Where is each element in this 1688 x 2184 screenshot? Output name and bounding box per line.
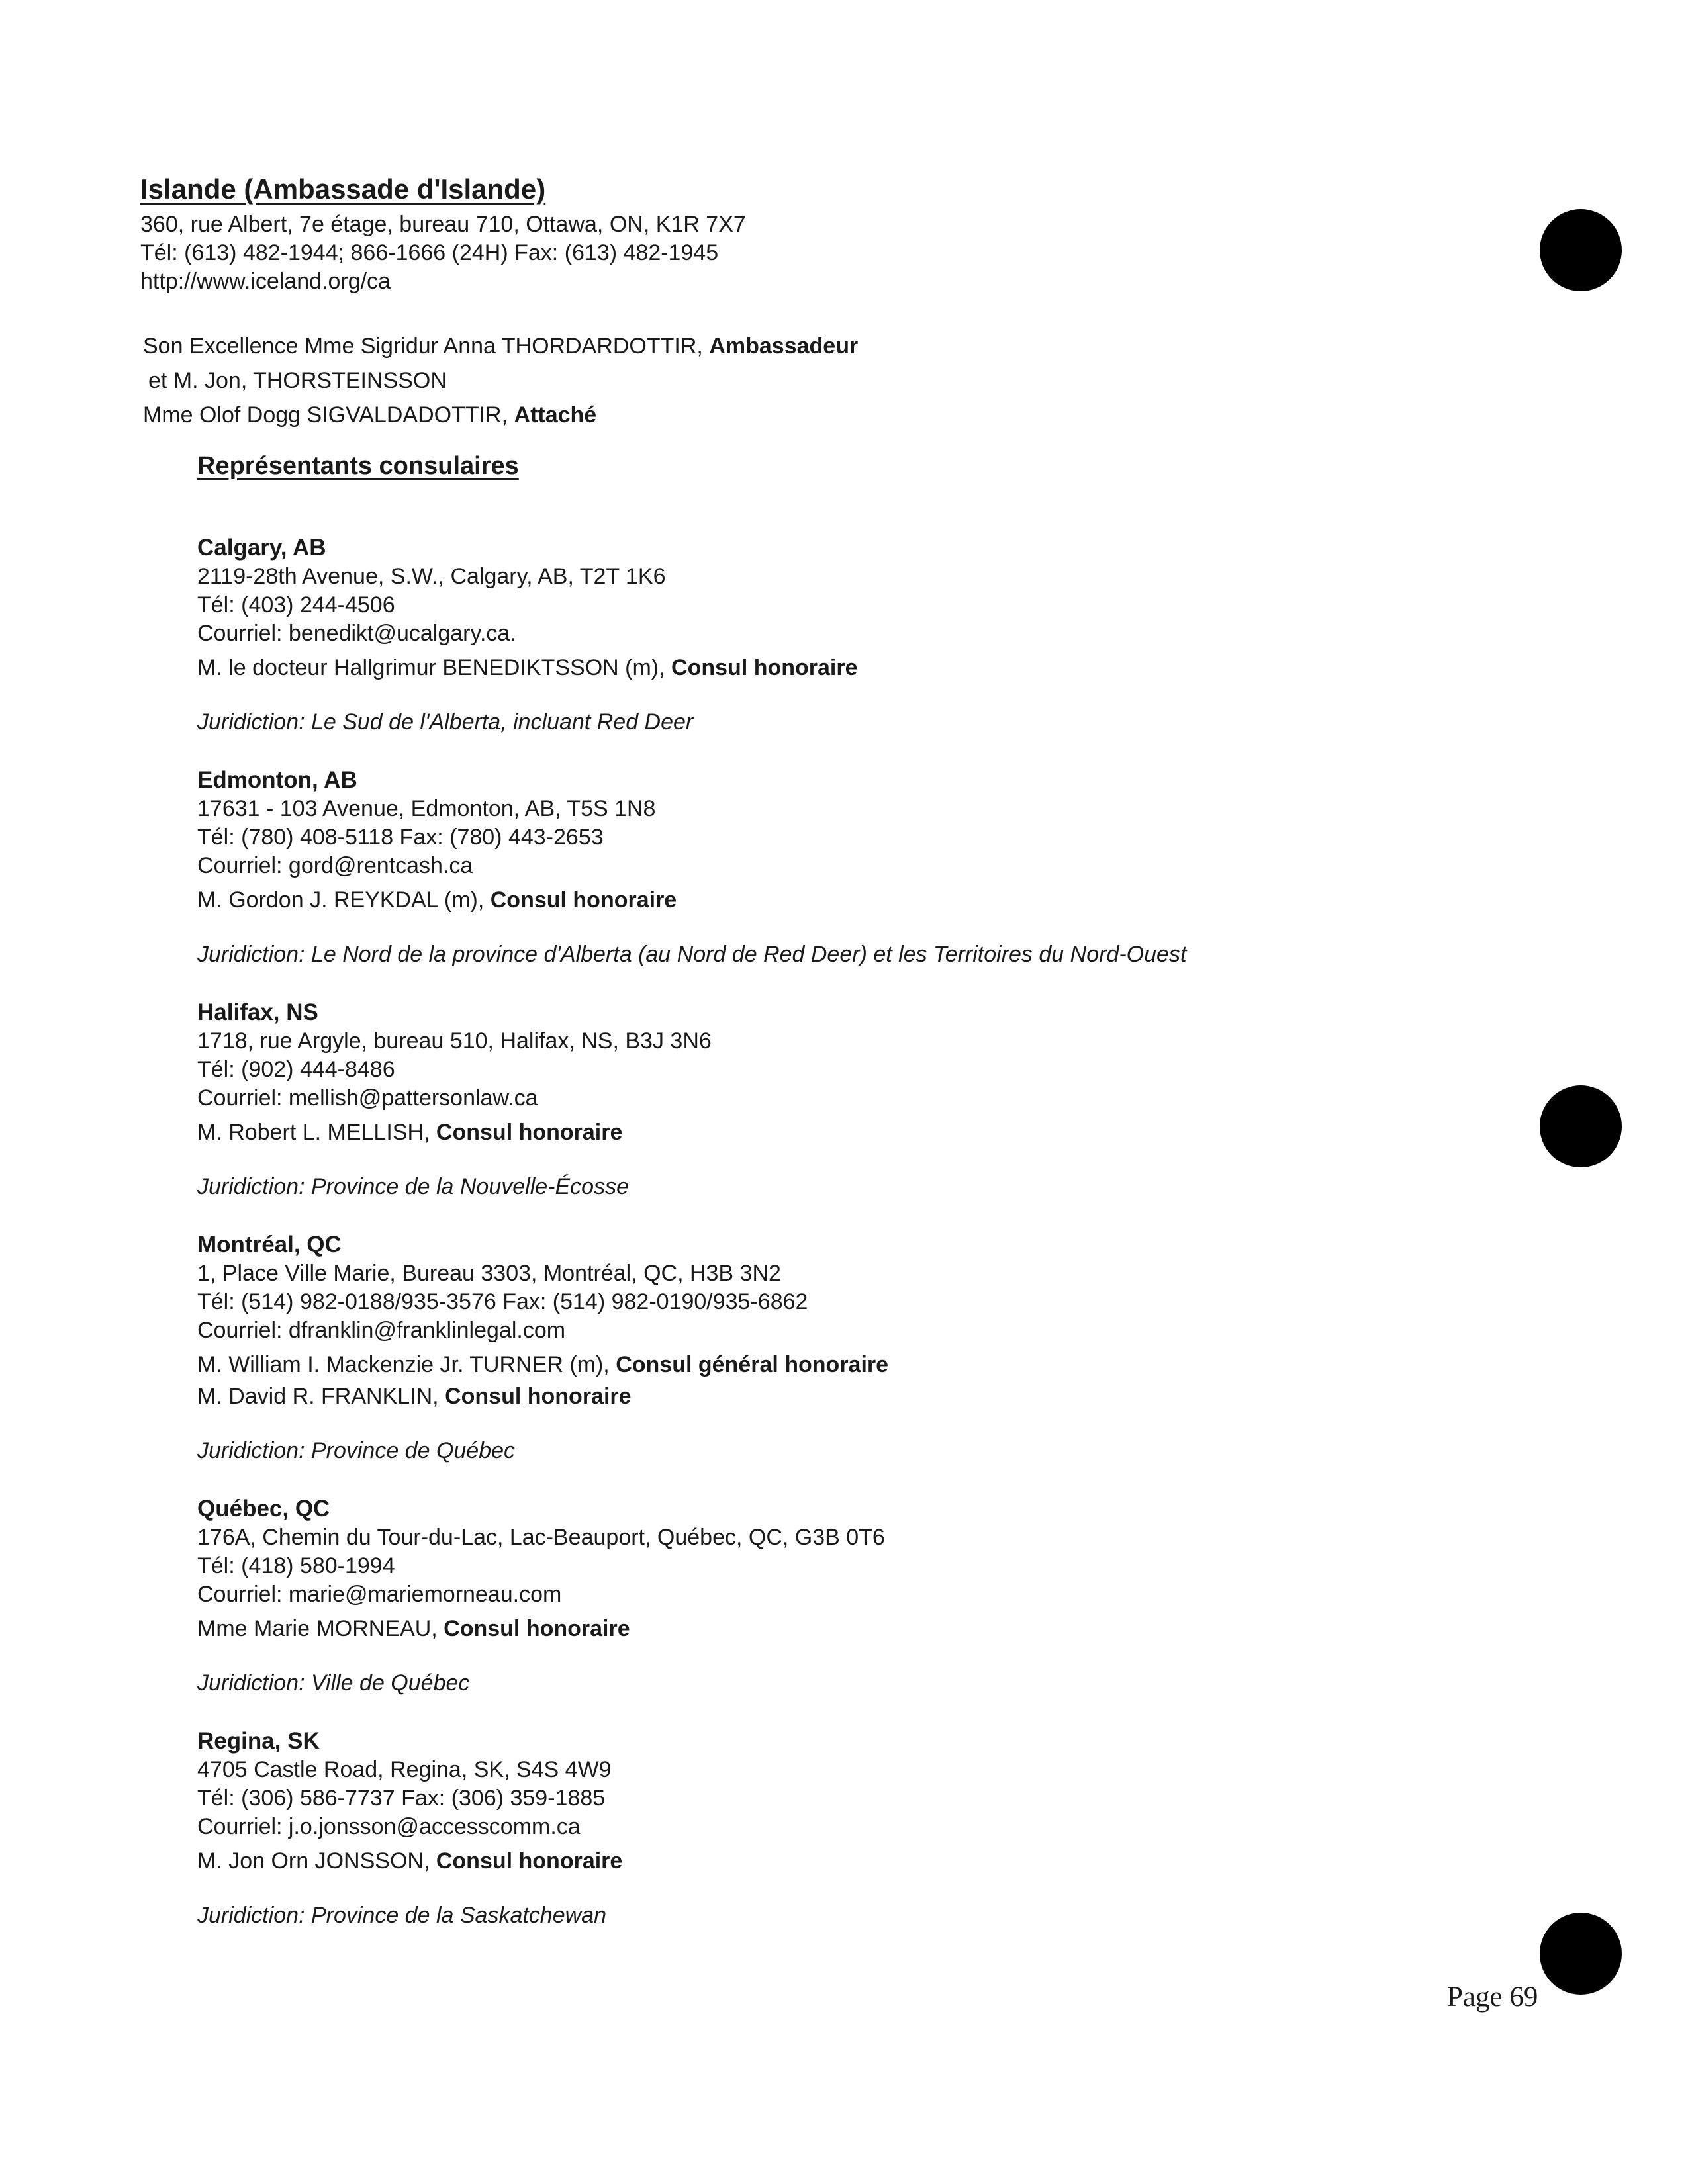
consul-entry — [197, 884, 1455, 916]
staff-name: Son Excellence Mme Sigridur Anna THORDARDOTTIR, — [143, 334, 703, 359]
office-jurisdiction: Juridiction: Ville de Québec — [197, 1670, 470, 1696]
embassy-website: http://www.iceland.org/ca — [140, 269, 391, 294]
staff-entry — [143, 363, 858, 398]
staff-name: Mme Olof Dogg SIGVALDADOTTIR, — [143, 402, 508, 428]
consular-office-regina — [197, 1727, 1455, 1930]
office-email: Courriel: marie@mariemorneau.com — [197, 1582, 562, 1607]
consular-office-quebec — [197, 1494, 1455, 1698]
consul-title: Consul honoraire — [436, 1120, 623, 1145]
consul-title: Consul honoraire — [445, 1384, 632, 1409]
office-city: Québec, QC — [197, 1496, 330, 1522]
office-email: Courriel: gord@rentcash.ca — [197, 853, 473, 878]
office-address: 2119-28th Avenue, S.W., Calgary, AB, T2T 1K6 — [197, 564, 666, 589]
office-email: Courriel: benedikt@ucalgary.ca. — [197, 621, 516, 646]
punch-hole-middle — [1540, 1085, 1622, 1167]
office-jurisdiction: Juridiction: Le Nord de la province d'Alberta (au Nord de Red Deer) et les Territoires du Nord-Ouest — [197, 942, 1187, 967]
staff-entry — [143, 329, 858, 363]
office-city: Calgary, AB — [197, 535, 326, 561]
office-address: 176A, Chemin du Tour-du-Lac, Lac-Beauport, Québec, QC, G3B 0T6 — [197, 1525, 885, 1550]
office-address: 4705 Castle Road, Regina, SK, S4S 4W9 — [197, 1757, 612, 1782]
consular-office-halifax — [197, 998, 1455, 1201]
consul-title: Consul honoraire — [436, 1848, 623, 1874]
office-jurisdiction: Juridiction: Province de la Nouvelle-Écosse — [197, 1174, 629, 1199]
punch-hole-bottom — [1540, 1913, 1622, 1995]
punch-hole-top — [1540, 209, 1622, 291]
office-phone: Tél: (902) 444-8486 — [197, 1057, 395, 1082]
office-address: 17631 - 103 Avenue, Edmonton, AB, T5S 1N8 — [197, 796, 656, 821]
office-phone: Tél: (418) 580-1994 — [197, 1553, 395, 1578]
consular-heading: Représentants consulaires — [197, 452, 519, 480]
consul-title: Consul honoraire — [671, 655, 858, 680]
office-city: Halifax, NS — [197, 999, 318, 1025]
page-number: Page 69 — [1447, 1981, 1538, 2013]
consul-title: Consul général honoraire — [616, 1352, 889, 1377]
office-jurisdiction: Juridiction: Le Sud de l'Alberta, incluant Red Deer — [197, 709, 694, 735]
staff-role: Ambassadeur — [709, 334, 859, 359]
consul-name: M. William I. Mackenzie Jr. TURNER (m), — [197, 1352, 610, 1377]
consul-name: M. Jon Orn JONSSON, — [197, 1848, 430, 1874]
office-city: Edmonton, AB — [197, 767, 357, 793]
embassy-phone: Tél: (613) 482-1944; 866-1666 (24H) Fax: (613) 482-1945 — [140, 240, 719, 265]
consular-office-montreal — [197, 1230, 1455, 1465]
office-phone: Tél: (403) 244-4506 — [197, 592, 395, 617]
consul-title: Consul honoraire — [444, 1616, 630, 1641]
office-address: 1718, rue Argyle, bureau 510, Halifax, NS, B3J 3N6 — [197, 1028, 712, 1054]
country-title: Islande (Ambassade d'Islande) — [140, 173, 546, 205]
office-email: Courriel: mellish@pattersonlaw.ca — [197, 1085, 538, 1111]
office-city: Regina, SK — [197, 1728, 320, 1754]
consul-name: M. Gordon J. REYKDAL (m), — [197, 887, 485, 913]
consul-name: M. le docteur Hallgrimur BENEDIKTSSON (m), — [197, 655, 665, 680]
consul-entry — [197, 1116, 1455, 1148]
staff-role: Attaché — [514, 402, 597, 428]
consul-title: Consul honoraire — [490, 887, 677, 913]
office-email: Courriel: dfranklin@franklinlegal.com — [197, 1318, 566, 1343]
consular-office-calgary — [197, 533, 1455, 737]
office-phone: Tél: (306) 586-7737 Fax: (306) 359-1885 — [197, 1786, 606, 1811]
consul-name: Mme Marie MORNEAU, — [197, 1616, 438, 1641]
consul-entry — [197, 1845, 1455, 1877]
consul-entry — [197, 1613, 1455, 1645]
office-phone: Tél: (514) 982-0188/935-3576 Fax: (514) 982-0190/935-6862 — [197, 1289, 808, 1314]
staff-entry — [143, 398, 858, 432]
office-phone: Tél: (780) 408-5118 Fax: (780) 443-2653 — [197, 825, 604, 850]
consul-entry — [197, 1349, 1455, 1381]
embassy-staff-list — [143, 329, 858, 432]
office-jurisdiction: Juridiction: Province de la Saskatchewan — [197, 1903, 606, 1928]
consul-entry — [197, 652, 1455, 684]
consular-section — [197, 450, 1455, 1959]
consul-entry — [197, 1381, 1455, 1412]
office-email: Courriel: j.o.jonsson@accesscomm.ca — [197, 1814, 581, 1839]
office-address: 1, Place Ville Marie, Bureau 3303, Montréal, QC, H3B 3N2 — [197, 1261, 781, 1286]
consul-name: M. Robert L. MELLISH, — [197, 1120, 430, 1145]
embassy-contact-block — [140, 210, 746, 296]
office-city: Montréal, QC — [197, 1232, 342, 1257]
office-jurisdiction: Juridiction: Province de Québec — [197, 1438, 516, 1463]
staff-name: et M. Jon, THORSTEINSSON — [148, 368, 447, 393]
consular-office-edmonton — [197, 766, 1455, 969]
embassy-address: 360, rue Albert, 7e étage, bureau 710, Ottawa, ON, K1R 7X7 — [140, 212, 746, 237]
consul-name: M. David R. FRANKLIN, — [197, 1384, 439, 1409]
